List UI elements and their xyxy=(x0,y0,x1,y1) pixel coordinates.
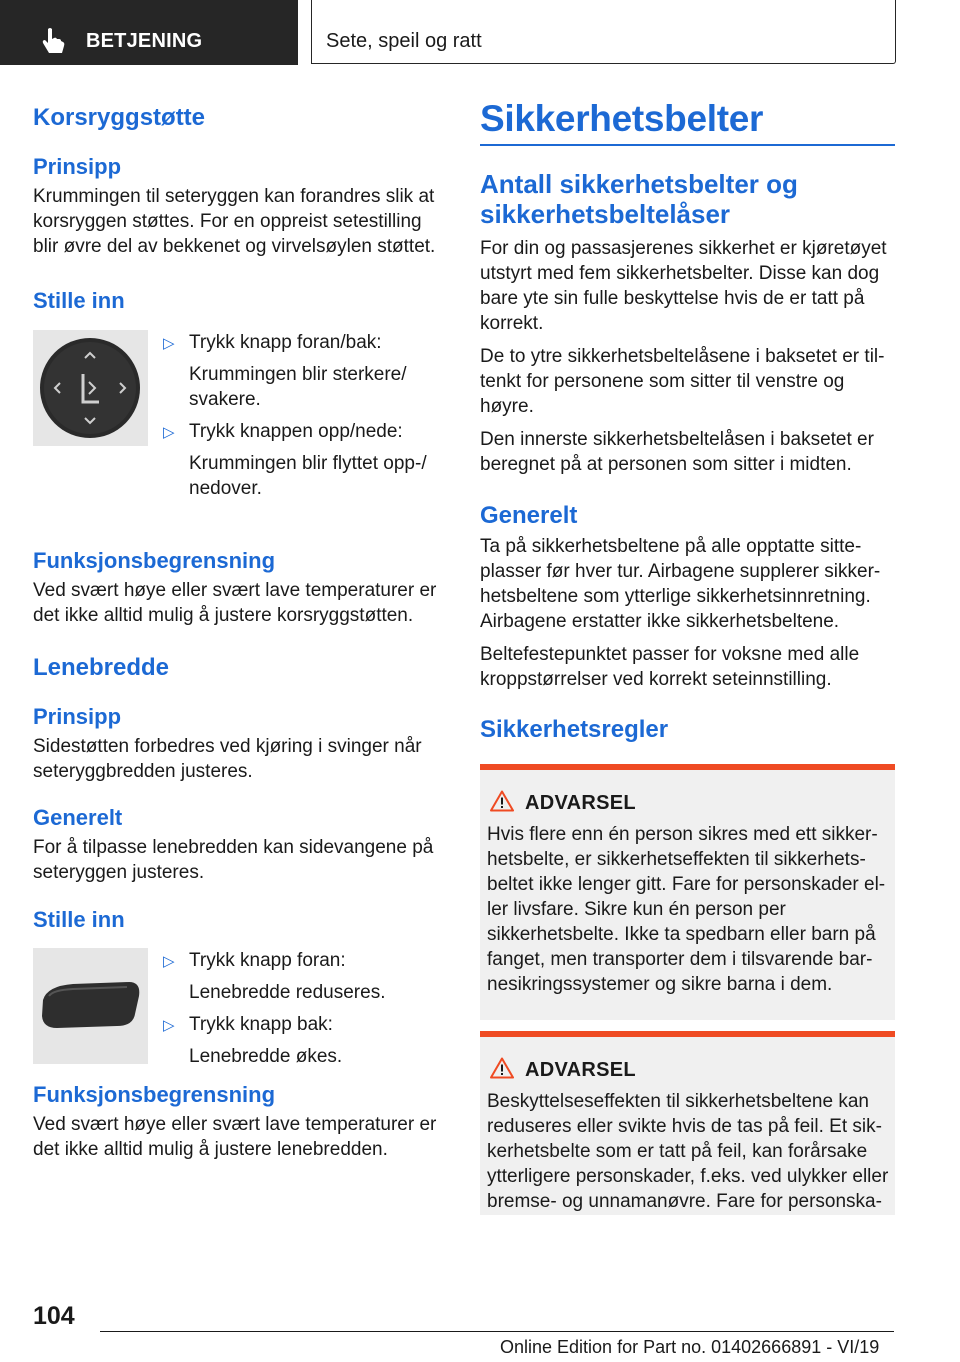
lenebredde-title: Lenebredde xyxy=(33,654,170,681)
korsrygg-step-1: ▷ Trykk knapp foran/bak: Krummingen blir sterkere/ svakere. xyxy=(163,332,407,410)
header-section-tab xyxy=(0,0,298,65)
antall-paragraph-2: De to ytre sikkerhetsbeltelåsene i baksetet er til-tenkt for personene som sitter til venstre og høyre. xyxy=(480,346,885,417)
left-column xyxy=(33,98,438,1162)
warning-text: Beskyttelseseffekten til sikkerhetsbeltene kan reduseres eller svikte hvis de tas på feil. Et sik-kerhetsbelte som er tatt på feil, kan forårsake ytterligere personskader, f.eks. ved ulykker eller bremse- og unnamanøvre. Fare for personska- xyxy=(487,1091,889,1212)
lenebredde-funksjon-title: Funksjonsbegrensning xyxy=(33,1082,276,1107)
header-chapter-label: Sete, speil og ratt xyxy=(326,30,482,52)
korsrygg-prinsipp-title: Prinsipp xyxy=(33,154,122,179)
sikkerhetsbelter-title: Sikkerhetsbelter xyxy=(480,98,764,139)
lenebredde-generelt-text: For å tilpasse lenebredden kan sidevangene på seteryggen justeres. xyxy=(33,837,434,883)
hand-pointer-icon xyxy=(40,27,66,55)
lenebredde-funksjon-text: Ved svært høye eller svært lave temperaturer er det ikke alltid mulig å justere lenebredden. xyxy=(33,1114,437,1160)
header-chapter-box xyxy=(311,0,896,64)
antall-title: Antall sikkerhetsbelter og sikkerhetsbeltelåser xyxy=(480,169,798,229)
right-column xyxy=(480,98,895,744)
lenebredde-step-1: ▷ Trykk knapp foran: Lenebredde reduseres. xyxy=(163,950,386,1003)
korsrygg-stille-title: Stille inn xyxy=(33,288,125,313)
korsrygg-step-2: ▷ Trykk knappen opp/nede: Krummingen blir flyttet opp-/ nedover. xyxy=(163,421,427,499)
footer-edition: Online Edition for Part no. 01402666891 - VI/19 xyxy=(500,1337,880,1357)
warning-bar xyxy=(480,764,895,770)
korsrygg-instructions xyxy=(33,330,438,520)
korsrygg-title: Korsryggstøtte xyxy=(33,104,206,131)
lenebredde-prinsipp-text: Sidestøtten forbedres ved kjøring i svinger når seteryggbredden justeres. xyxy=(33,736,422,782)
generelt-title: Generelt xyxy=(480,502,578,529)
triangle-bullet-icon: ▷ xyxy=(163,1017,175,1034)
sikkerhetsregler-title: Sikkerhetsregler xyxy=(480,716,669,743)
lenebredde-stille-title: Stille inn xyxy=(33,907,125,932)
warning-title: ADVARSEL xyxy=(525,792,636,814)
generelt-paragraph-1: Ta på sikkerhetsbeltene på alle opptatte sitte-plasser før hver tur. Airbagene supplerer sikker-hetsbeltene som ytterlige sikkerhetsinnretning. Airbagene erstatter ikke sikkerhetsbeltene. xyxy=(480,536,881,632)
lenebredde-prinsipp-title: Prinsipp xyxy=(33,704,122,729)
title-rule xyxy=(480,144,895,146)
korsrygg-funksjon-text: Ved svært høye eller svært lave temperaturer er det ikke alltid mulig å justere korsryggstøtten. xyxy=(33,580,437,626)
triangle-bullet-icon: ▷ xyxy=(163,424,175,441)
warning-box-2 xyxy=(480,1031,895,1215)
antall-paragraph-1: For din og passasjerenes sikkerhet er kjøretøyet utstyrt med fem sikkerhetsbelter. Disse kan dog bare yte sin fulle beskyttelse hvis de er tatt på korrekt. xyxy=(480,238,887,334)
generelt-paragraph-2: Beltefestepunktet passer for voksne med alle kroppstørrelser ved korrekt seteinnstilling. xyxy=(480,644,860,690)
korsrygg-prinsipp-text: Krummingen til seteryggen kan forandres slik at korsryggen støttes. For en oppreist setestilling blir øvre del av bekkenet og virvelsøylen støttet. xyxy=(33,186,436,257)
warning-triangle-icon xyxy=(490,790,514,812)
page-number: 104 xyxy=(33,1302,75,1330)
header-section-label: BETJENING xyxy=(86,30,203,52)
warning-box-1 xyxy=(480,764,895,1020)
antall-paragraph-3: Den innerste sikkerhetsbeltelåsen i baksetet er beregnet på at personen som sitter i midten. xyxy=(480,429,874,475)
triangle-bullet-icon: ▷ xyxy=(163,953,175,970)
footer-rule xyxy=(100,1331,894,1332)
lumbar-button-image xyxy=(33,330,148,446)
lenebredde-generelt-title: Generelt xyxy=(33,805,123,830)
lenebredde-step-2: ▷ Trykk knapp bak: Lenebredde økes. xyxy=(163,1014,343,1067)
warning-text: Hvis flere enn én person sikres med ett sikker-hetsbelte, er sikkerhetseffekten til sikkerhets-beltet ikke lenger gitt. Fare for personskader el-ler livsfare. Sikre kun én person per sikkerhetsbelte. Ikke ta spedbarn eller barn på fanget, men transporter dem i tilsvarende bar-nesikringssystemer og sikre barna i dem. xyxy=(487,824,886,995)
lenebredde-instructions xyxy=(33,948,438,1078)
warning-bar xyxy=(480,1031,895,1037)
korsrygg-funksjon-title: Funksjonsbegrensning xyxy=(33,548,276,573)
warning-title: ADVARSEL xyxy=(525,1059,636,1081)
warning-triangle-icon xyxy=(490,1057,514,1079)
triangle-bullet-icon: ▷ xyxy=(163,335,175,352)
width-button-image xyxy=(33,948,148,1064)
